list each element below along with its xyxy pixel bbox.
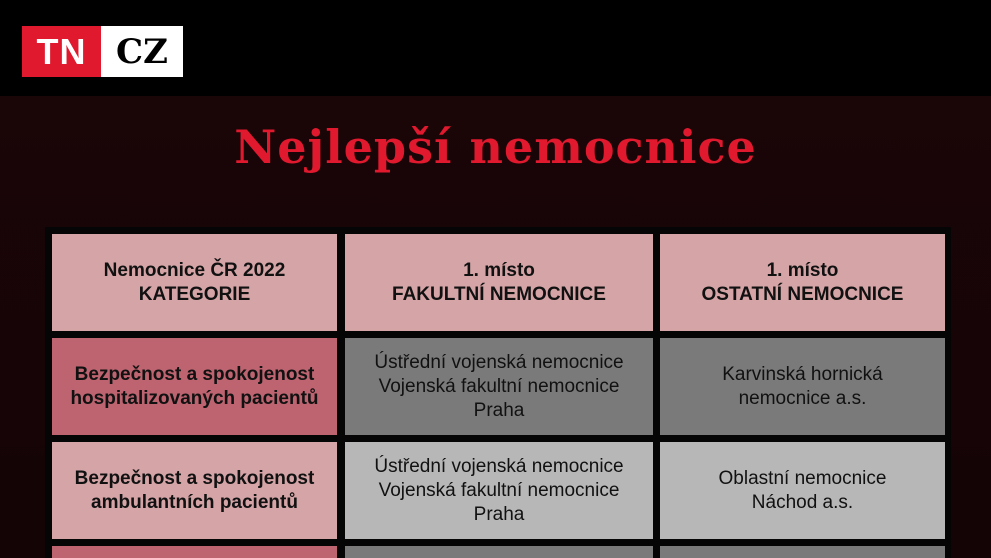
other-line: nemocnice a.s. <box>738 387 867 409</box>
category-line: Bezpečnost a spokojenost <box>74 467 315 489</box>
category-cell-partial <box>52 546 337 558</box>
tn-cz-logo[interactable] <box>22 26 183 77</box>
faculty-line: Vojenská fakultní nemocnice <box>378 479 620 501</box>
other-line: Karvinská hornická <box>722 363 883 385</box>
faculty-hospital-cell <box>345 442 653 539</box>
top-bar <box>0 0 991 96</box>
logo-cz: CZ <box>101 26 183 77</box>
hospital-ranking-table <box>45 227 951 558</box>
faculty-hospital-cell <box>345 338 653 435</box>
header-cell-faculty <box>345 234 653 331</box>
faculty-line: Vojenská fakultní nemocnice <box>378 375 620 397</box>
faculty-line: Praha <box>473 503 525 525</box>
category-line: Bezpečnost a spokojenost <box>74 363 315 385</box>
faculty-hospital-cell-partial <box>345 546 653 558</box>
other-line: Oblastní nemocnice <box>718 467 887 489</box>
category-line: hospitalizovaných pacientů <box>70 387 319 409</box>
page-title: Nejlepší nemocnice <box>234 120 757 174</box>
faculty-line: Ústřední vojenská nemocnice <box>374 351 624 373</box>
other-line: Náchod a.s. <box>751 491 854 513</box>
faculty-line: Ústřední vojenská nemocnice <box>374 455 624 477</box>
other-hospital-cell <box>660 338 945 435</box>
other-hospital-cell-partial <box>660 546 945 558</box>
header-cell-line: OSTATNÍ NEMOCNICE <box>701 283 904 305</box>
header-cell-other <box>660 234 945 331</box>
other-hospital-cell <box>660 442 945 539</box>
header-cell-line: 1. místo <box>463 259 535 281</box>
header-cell-line: Nemocnice ČR 2022 <box>103 259 286 281</box>
category-cell <box>52 338 337 435</box>
header-cell-line: KATEGORIE <box>138 283 251 305</box>
faculty-line: Praha <box>473 399 525 421</box>
category-cell <box>52 442 337 539</box>
header-cell-line: 1. místo <box>766 259 839 281</box>
logo-tn: TN <box>22 26 101 77</box>
header-cell-category <box>52 234 337 331</box>
category-line: ambulantních pacientů <box>91 491 298 513</box>
header-cell-line: FAKULTNÍ NEMOCNICE <box>392 283 606 305</box>
